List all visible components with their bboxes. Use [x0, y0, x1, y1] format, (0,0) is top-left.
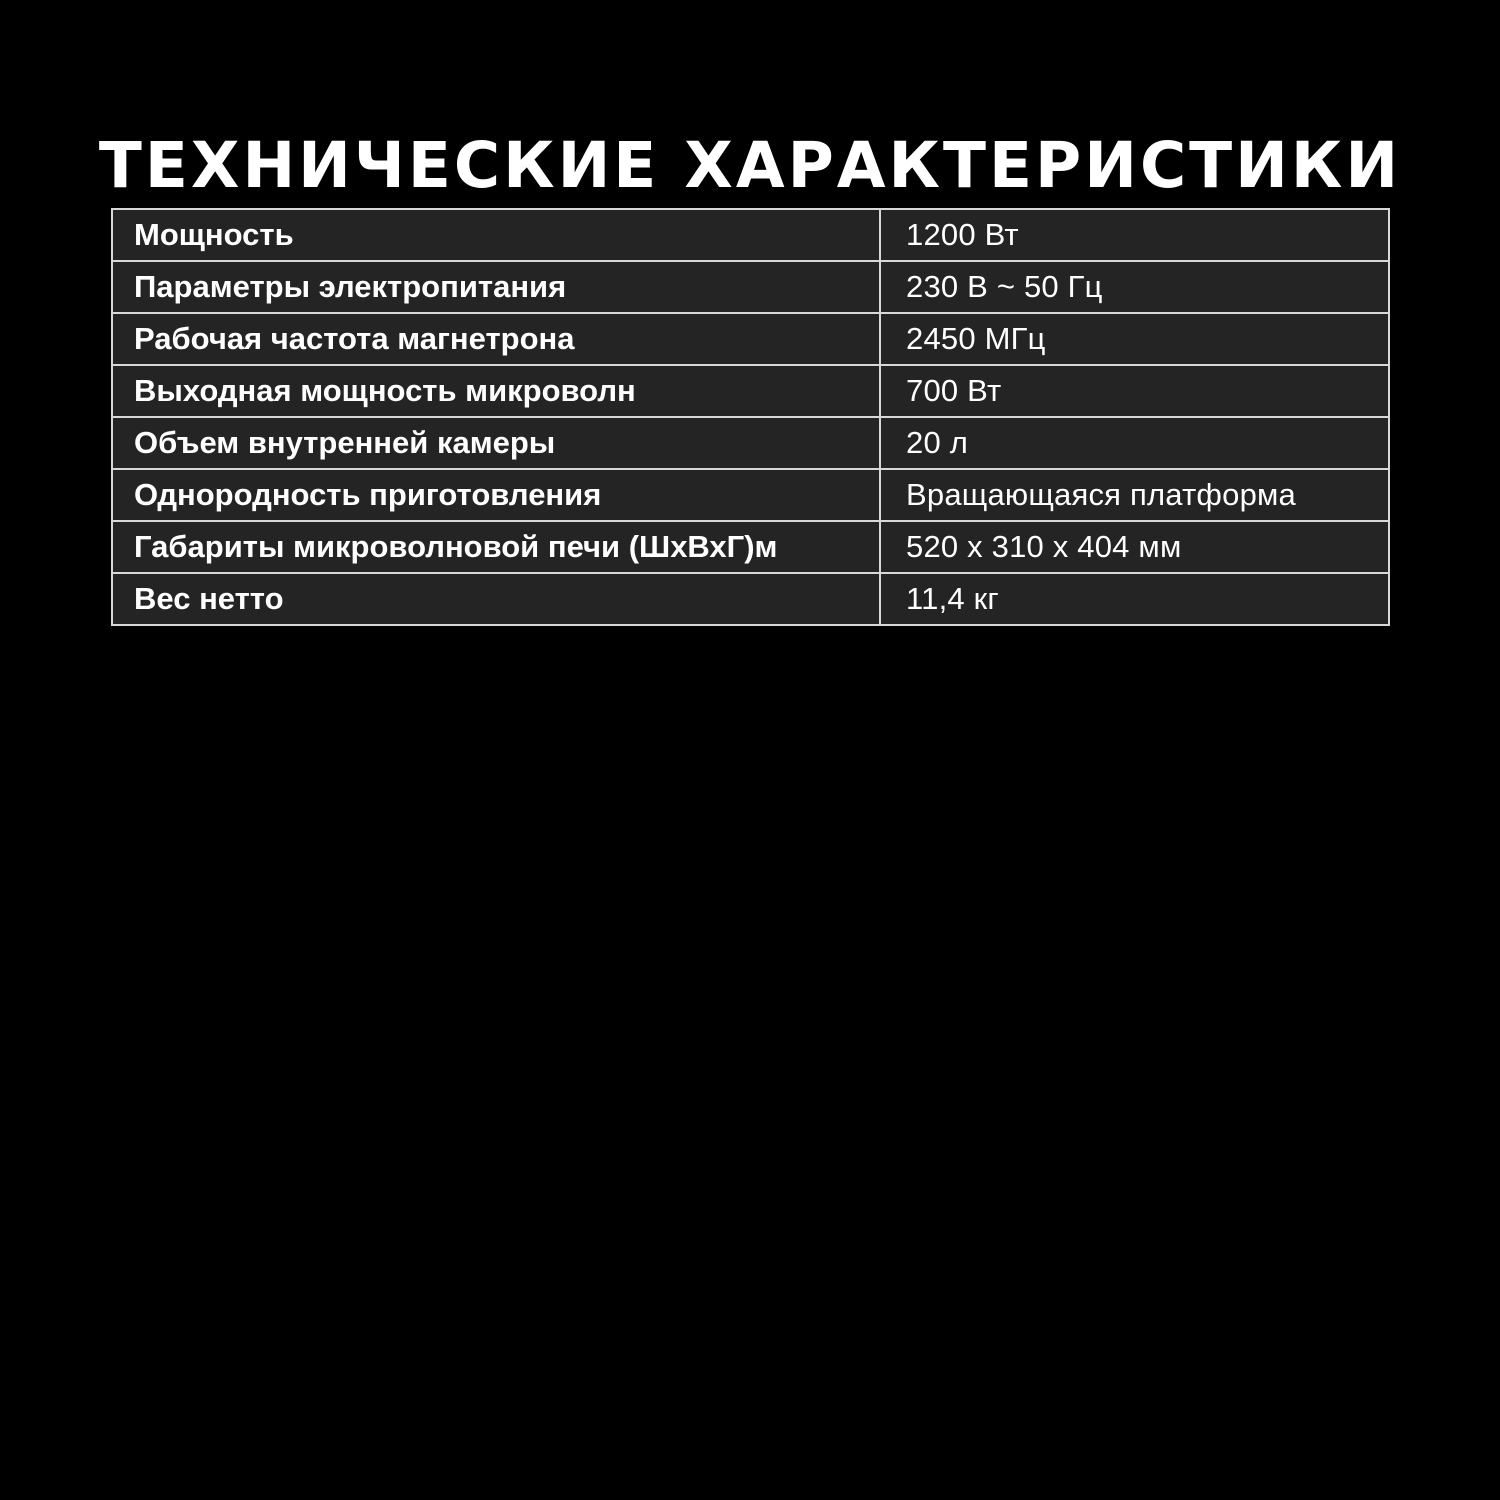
- spec-row-dimensions: [112, 521, 1389, 573]
- spec-name: Габариты микроволновой печи (ШхВхГ)м: [112, 521, 880, 573]
- spec-value: 1200 Вт: [880, 209, 1389, 261]
- spec-value: 2450 МГц: [880, 313, 1389, 365]
- page-title: ТЕХНИЧЕСКИЕ ХАРАКТЕРИСТИКИ: [98, 129, 1402, 203]
- spec-value: 700 Вт: [880, 365, 1389, 417]
- spec-value: 11,4 кг: [880, 573, 1389, 625]
- spec-name: Однородность приготовления: [112, 469, 880, 521]
- spec-row-cavity-volume: [112, 417, 1389, 469]
- spec-name: Рабочая частота магнетрона: [112, 313, 880, 365]
- spec-value: 520 х 310 х 404 мм: [880, 521, 1389, 573]
- spec-name: Объем внутренней камеры: [112, 417, 880, 469]
- spec-row-power: [112, 209, 1389, 261]
- spec-value: 20 л: [880, 417, 1389, 469]
- spec-name: Параметры электропитания: [112, 261, 880, 313]
- specifications-table: [111, 208, 1390, 626]
- spec-value: 230 В ~ 50 Гц: [880, 261, 1389, 313]
- spec-row-net-weight: [112, 573, 1389, 625]
- spec-row-power-supply: [112, 261, 1389, 313]
- spec-name: Выходная мощность микроволн: [112, 365, 880, 417]
- spec-name: Вес нетто: [112, 573, 880, 625]
- spec-row-cooking-uniformity: [112, 469, 1389, 521]
- spec-value: Вращающаяся платформа: [880, 469, 1389, 521]
- spec-row-microwave-output: [112, 365, 1389, 417]
- spec-name: Мощность: [112, 209, 880, 261]
- spec-row-magnetron-frequency: [112, 313, 1389, 365]
